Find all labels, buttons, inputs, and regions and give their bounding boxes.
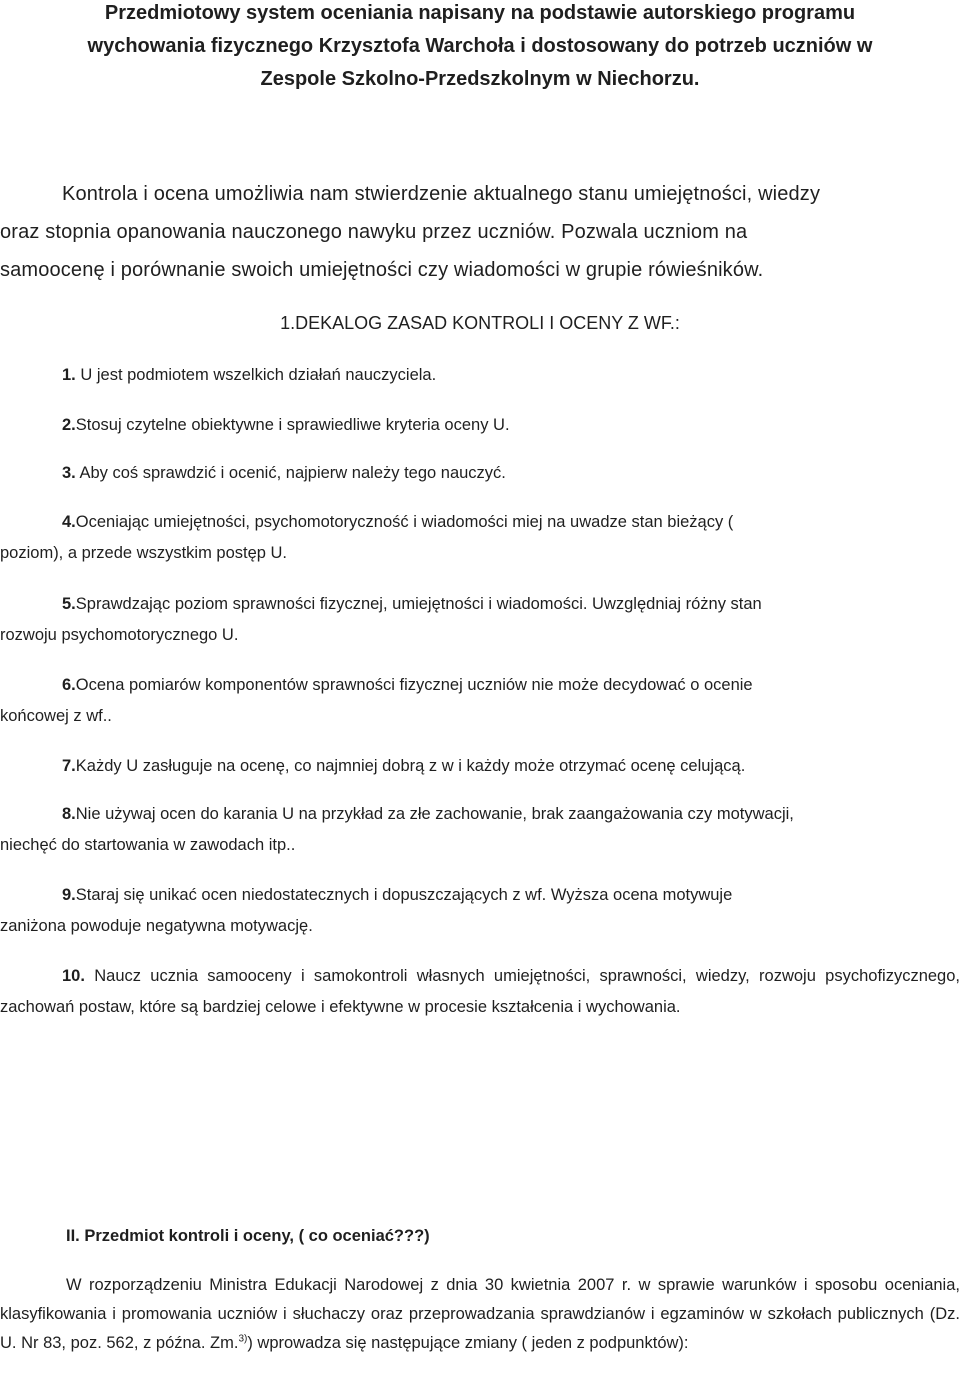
rule-number: 9. (62, 886, 76, 904)
rule-text: Nie używaj ocen do karania U na przykład za złe zachowanie, brak zaangażowania czy motywacji, (75, 805, 794, 823)
rule-number: 2. (62, 416, 76, 434)
rule-item-8 (0, 799, 960, 861)
rule-number: 1. (62, 366, 76, 384)
rule-number: 3. (62, 464, 76, 482)
rule-item-10 (0, 961, 960, 1023)
rule-number: 5. (62, 595, 76, 613)
rule-text: Sprawdzając poziom sprawności fizycznej, umiejętności i wiadomości. Uwzględniaj różny stan (75, 595, 762, 613)
rule-number: 6. (62, 676, 76, 694)
intro-paragraph (0, 175, 960, 289)
rule-text: Oceniając umiejętności, psychomotoryczność i wiadomości miej na uwadze stan bieżący ( (75, 513, 734, 531)
rule-text-continued: zaniżona powoduje negatywna motywację. (0, 917, 313, 935)
rule-text: Staraj się unikać ocen niedostatecznych i dopuszczających z wf. Wyższa ocena motywuje (75, 886, 733, 904)
rule-text: Aby coś sprawdzić i ocenić, najpierw należy tego nauczyć. (75, 464, 506, 482)
rule-text: Stosuj czytelne obiektywne i sprawiedliwe kryteria oceny U. (75, 416, 510, 434)
rule-item-2 (62, 410, 952, 441)
section-heading: II. Przedmiot kontroli i oceny, ( co oceniać???) (66, 1227, 430, 1245)
title-line: Zespole Szkolno-Przedszkolnym w Niechorzu. (260, 68, 700, 90)
closing-text-end: ) wprowadza się następujące zmiany ( jeden z podpunktów): (247, 1334, 689, 1352)
dekalog-heading: 1.DEKALOG ZASAD KONTROLI I OCENY Z WF.: (280, 313, 680, 333)
rule-number: 8. (62, 805, 76, 823)
rule-item-9 (0, 880, 960, 942)
rule-item-1 (62, 360, 952, 391)
rule-item-3 (62, 458, 952, 489)
intro-line: Kontrola i ocena umożliwia nam stwierdzenie aktualnego stanu umiejętności, wiedzy (62, 183, 821, 205)
rule-number: 7. (62, 757, 76, 775)
rule-text-continued: poziom), a przede wszystkim postęp U. (0, 544, 288, 562)
rule-text: Ocena pomiarów komponentów sprawności fizycznej uczniów nie może decydować o ocenie (75, 676, 753, 694)
rule-number: 4. (62, 513, 76, 531)
rule-item-5 (0, 589, 960, 651)
rule-item-6 (0, 670, 960, 732)
footnote-marker: 3) (238, 1333, 248, 1345)
rule-item-4 (0, 507, 960, 569)
rule-text: Każdy U zasługuje na ocenę, co najmniej dobrą z w i każdy może otrzymać ocenę celującą. (75, 757, 746, 775)
document-title (0, 0, 960, 96)
rule-number: 10. (62, 967, 85, 985)
rule-text-continued: niechęć do startowania w zawodach itp.. (0, 836, 296, 854)
rule-text: Naucz ucznia samooceny i samokontroli własnych umiejętności, sprawności, wiedzy, rozwoju psychofizycznego, zachowań postaw, które są bardziej celowe i efektywne w procesie kształcenia i wychowania. (0, 967, 960, 1016)
closing-text: W rozporządzeniu Ministra Edukacji Narodowej z dnia 30 kwietnia 2007 r. w sprawie warunków i sposobu oceniania, klasyfikowania i promowania uczniów i słuchaczy oraz przeprowadzania sprawdzianów i egzaminów w szkołach publicznych (Dz. U. Nr 83, poz. 562, z późna. Zm. (0, 1276, 960, 1352)
rule-text-continued: rozwoju psychomotorycznego U. (0, 626, 239, 644)
intro-line: samoocenę i porównanie swoich umiejętności czy wiadomości w grupie rówieśników. (0, 259, 764, 281)
title-line: Przedmiotowy system oceniania napisany na podstawie autorskiego programu (104, 2, 856, 24)
rule-text-continued: końcowej z wf.. (0, 707, 112, 725)
rule-text: U jest podmiotem wszelkich działań nauczyciela. (75, 366, 437, 384)
intro-line: oraz stopnia opanowania nauczonego nawyku przez uczniów. Pozwala uczniom na (0, 221, 748, 243)
rule-item-7 (62, 751, 952, 782)
title-line: wychowania fizycznego Krzysztofa Warchoła i dostosowany do potrzeb uczniów w (87, 35, 873, 57)
closing-paragraph (0, 1271, 960, 1358)
